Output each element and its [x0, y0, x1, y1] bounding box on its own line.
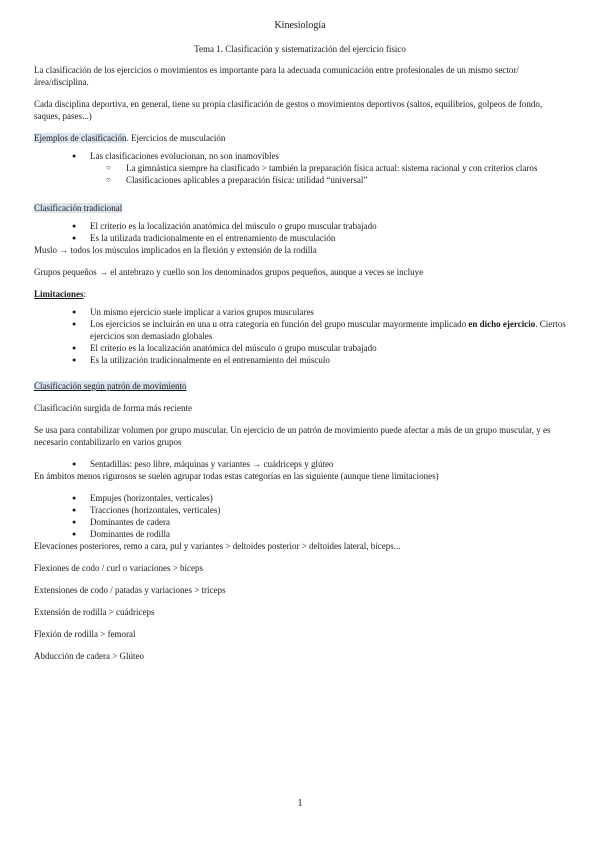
list-item [34, 318, 566, 342]
list-item: ● Es la utilización tradicionalmente en el entrenamiento del músculo [34, 354, 566, 366]
list-item-text-end: . Ciertos ejercicios son demasiado globales [90, 319, 566, 341]
list-item-text: Los ejercicios se incluirán en una u otra categoría en función del grupo muscular mayormente implicado [90, 319, 469, 329]
traditional-list [34, 220, 566, 244]
limitations-list [34, 306, 566, 366]
document-title: Kinesiología [274, 20, 326, 31]
traditional-label: Clasificación tradicional [34, 203, 123, 213]
traditional-line-1: Muslo → todos los músculos implicados en la flexión y extensión de la rodilla [34, 245, 317, 255]
list-item: ● El criterio es la localización anatómica del músculo o grupo muscular trabajado [34, 220, 566, 232]
list-item: ● Un mismo ejercicio suele implicar a varios grupos musculares [34, 306, 566, 318]
list-item: ● El criterio es la localización anatómica del músculo o grupo muscular trabajado [34, 342, 566, 354]
examples-label: Ejemplos de clasificación [34, 133, 127, 143]
pattern-line-6: Flexión de rodilla > femoral [34, 629, 136, 639]
pattern-heading [34, 380, 566, 392]
pattern-line-5: Extensión de rodilla > cuádriceps [34, 607, 155, 617]
pattern-paragraph-2: Se usa para contabilizar volumen por grupo muscular. Un ejercicio de un patrón de movimiento puede afectar a más de un grupo muscular, y es necesario contabilizarlo en varios grupos [34, 425, 551, 447]
intro-paragraph-1: La clasificación de los ejercicios o movimientos es importante para la adecuada comunicación entre profesionales de un mismo sector/área/disciplina. [34, 65, 519, 87]
traditional-line-2: Grupos pequeños → el antebrazo y cuello son los denominados grupos pequeños, aunque a veces se incluye [34, 267, 424, 277]
sub-list-item: ○ Clasificaciones aplicables a preparación física: utilidad “universal” [34, 174, 566, 186]
pattern-label: Clasificación según patrón de movimiento [34, 381, 187, 391]
traditional-heading [34, 202, 566, 214]
document-subtitle: Tema 1. Clasificación y sistematización del ejercicio físico [194, 44, 406, 54]
list-item: ● Es la utilizada tradicionalmente en el entrenamiento de musculación [34, 232, 566, 244]
list-item: ● Dominantes de cadera [34, 516, 566, 528]
pattern-line-3: Flexiones de codo / curl o variaciones > bíceps [34, 563, 204, 573]
pattern-list-1 [34, 458, 566, 470]
page-number: 1 [297, 798, 303, 809]
list-item: ● Tracciones (horizontales, verticales) [34, 504, 566, 516]
intro-paragraph-2: Cada disciplina deportiva, en general, tiene su propia clasificación de gestos o movimientos deportivos (saltos, equilibrios, golpeos de fondo, saques, pases...) [34, 99, 543, 121]
limitations-heading [34, 288, 566, 300]
pattern-line-2: Elevaciones posteriores, remo a cara, pul y variantes > deltoides posterior > deltoides lateral, bíceps... [34, 541, 401, 551]
limitations-colon: : [83, 289, 87, 299]
pattern-line-4: Extensiones de codo / patadas y variaciones > tríceps [34, 585, 226, 595]
limitations-label: Limitaciones [34, 289, 84, 299]
examples-heading [34, 132, 566, 144]
pattern-paragraph-1: Clasificación surgida de forma más reciente [34, 403, 193, 413]
sub-list-item: ○ La gimnástica siempre ha clasificado > también la preparación física actual: sistema racional y con criterios claros [34, 162, 566, 174]
list-item: ● Empujes (horizontales, verticales) [34, 492, 566, 504]
pattern-categories-list [34, 492, 566, 540]
pattern-line-1: En ámbitos menos rigurosos se suelen agrupar todas estas categorías en las siguiente (aunque tiene limitaciones) [34, 471, 439, 481]
pattern-line-7: Abducción de cadera > Glúteo [34, 651, 145, 661]
list-item: ● Las clasificaciones evolucionan, no son inamovibles [34, 150, 566, 162]
list-item: ● Sentadillas: peso libre, máquinas y variantes → cuádriceps y glúteo [34, 458, 566, 470]
examples-list [34, 150, 566, 186]
document-body [34, 20, 566, 672]
list-item: ● Dominantes de rodilla [34, 528, 566, 540]
list-item-bold-text: en dicho ejercicio [468, 319, 536, 329]
examples-rest: . Ejercicios de musculación [126, 133, 226, 143]
